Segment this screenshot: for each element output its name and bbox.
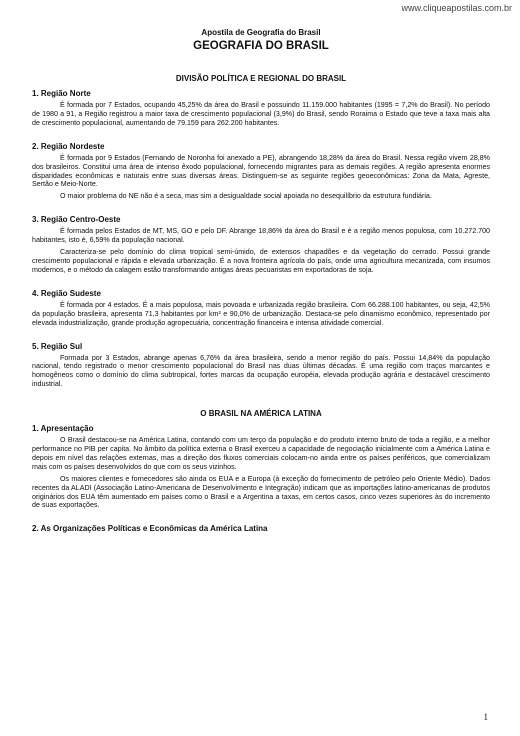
- section-title-america-latina: O BRASIL NA AMÉRICA LATINA: [200, 409, 322, 419]
- paragraph: É formada por 4 estados. É a mais populosa, mais povoada e urbanizada região brasileira. Com 66.288.100 habitantes, ou seja, 42,5% da população brasileira, apresenta 71,3 habitantes por km² e 90,0% de urbanização. Destaca-se pelo dinamismo econômico, representado por elevada industrialização, grande produção agropecuária, concentração financeira e intensa atividade comercial.: [32, 300, 490, 327]
- page-number: 1: [483, 712, 488, 722]
- heading-apresentacao: 1. Apresentação: [32, 424, 94, 434]
- heading-regiao-sul: 5. Região Sul: [32, 341, 83, 351]
- document-subtitle: Apostila de Geografia do Brasil: [201, 28, 321, 37]
- heading-regiao-nordeste: 2. Região Nordeste: [32, 141, 105, 151]
- paragraph: Caracteriza-se pelo domínio do clima tropical semi-úmido, de extensos chapadões e da vegetação do cerrado. Possui grande crescimento populacional e rápida e elevada urbanização. É a nova fronteira agrícola do país, onde uma agricultura mecanizada, com insumos modernos, e o método da calagem estão transformando antigas áreas pecuaristas em exportadoras de soja.: [32, 248, 490, 274]
- paragraph: É formada por 7 Estados, ocupando 45,25% da área do Brasil e possuindo 11.159.000 habitantes (1995 = 7,2% do Brasil). No período de 1980 a 91, a Região registrou a maior taxa de crescimento populacional (3,9%) do Brasil, sendo Roraima o Estado que teve a taxa mais alta de crescimento populacional, aumentando de 79.159 para 262.200 habitantes.: [32, 101, 490, 127]
- paragraph: O Brasil destacou-se na América Latina, contando com um terço da população e do produto interno bruto de toda a região, e a melhor performance no PIB per capita. No âmbito da política externa o Brasil exerceu a capacidade de negociação inicialmente com a América Latina e depois em nível das relações externas, mas a direção dos fluxos comerciais colocam-no ainda entre os países periféricos, que comercializam mais com os países desenvolvidos do que com os seus vizinhos.: [32, 436, 490, 471]
- heading-regiao-sudeste: 4. Região Sudeste: [32, 288, 101, 298]
- heading-organizacoes: 2. As Organizações Políticas e Econômicas da América Latina: [32, 524, 268, 534]
- paragraph: Formada por 3 Estados, abrange apenas 6,76% da área brasileira, sendo a menor região do país. Possui 14,84% da população nacional, tendo registrado o menor crescimento populacional do Brasil nas duas últimas décadas. É uma região com traços marcantes e homogêneos como o domínio do clima subtropical, fortes marcas da ocupação européia, elevada produção agrária e destacável crescimento industrial.: [32, 353, 490, 389]
- site-watermark: www.cliqueapostilas.com.br: [401, 3, 512, 13]
- heading-regiao-norte: 1. Região Norte: [32, 89, 91, 98]
- paragraph: O maior problema do NE não é a seca, mas sim a desigualdade social apoiada no desequilíbrio da estrutura fundiária.: [60, 192, 432, 201]
- heading-regiao-centro-oeste: 3. Região Centro-Oeste: [32, 215, 121, 225]
- paragraph: É formada pelos Estados de MT, MS, GO e pelo DF. Abrange 18,86% da área do Brasil e é a região menos populosa, com 10.272.700 habitantes, isto é, 6,59% da população nacional.: [32, 227, 490, 245]
- section-title-divisao: DIVISÃO POLÍTICA E REGIONAL DO BRASIL: [175, 74, 347, 83]
- paragraph: Os maiores clientes e fornecedores são ainda os EUA e a Europa (à exceção do fornecimento de petróleo pelo Oriente Médio). Dados recentes da ALADI (Associação Latino-Americana de Desenvolvimento e Integração) indicam que as importações latino-americanas de produtos originários dos EUA têm aumentado em países como o Brasil e a Argentina a taxas, em certos casos, cinco vezes superiores às do incremento de suas exportações.: [32, 474, 490, 510]
- document-title: GEOGRAFIA DO BRASIL: [193, 40, 329, 52]
- paragraph: É formada por 9 Estados (Fernando de Noronha foi anexado a PE), abrangendo 18,28% da área do Brasil. Nessa região vivem 28,8% dos brasileiros. Constitui uma área de intenso êxodo populacional, fornecendo migrantes para as demais regiões. A região apresenta enormes disparidades econômicas e naturais entre suas diversas áreas. Distinguem-se as seguinte regiões geoeconômicas: Zona da Mata, Agreste, Sertão e Meio-Norte.: [32, 153, 490, 189]
- document-page: [32, 28, 490, 536]
